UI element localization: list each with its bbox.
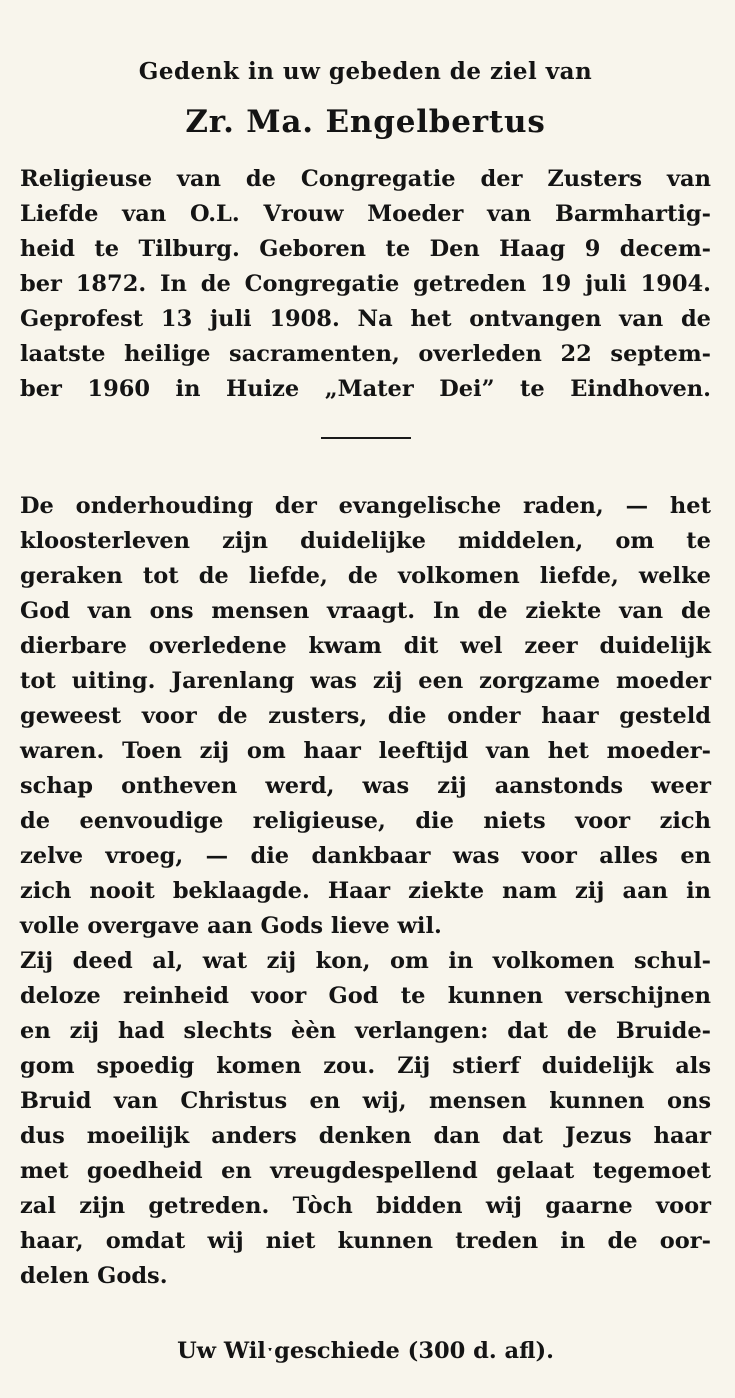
body-line: zich nooit beklaagde. Haar ziekte nam zij aan in <box>20 878 711 904</box>
body-line: Bruid van Christus en wij, mensen kunnen ons <box>20 1088 711 1114</box>
body-line: zelve vroeg, — die dankbaar was voor alles en <box>20 843 711 869</box>
body-line: geweest voor de zusters, die onder haar gesteld <box>20 703 711 729</box>
body-line: dierbare overledene kwam dit wel zeer duidelijk <box>20 633 711 659</box>
intro-text: Gedenk in uw gebeden de ziel van <box>138 58 593 85</box>
body-line: God van ons mensen vraagt. In de ziekte van de <box>20 598 711 624</box>
body-line: De onderhouding der evangelische raden, — het <box>20 493 711 519</box>
bio-line: Liefde van O.L. Vrouw Moeder van Barmhartig- <box>20 201 711 227</box>
body-line: delen Gods. <box>20 1263 168 1289</box>
deceased-name: Zr. Ma. Engelbertus <box>185 104 546 140</box>
body-line: tot uiting. Jarenlang was zij een zorgzame moeder <box>20 668 711 694</box>
body-line: schap ontheven werd, was zij aanstonds weer <box>20 773 711 799</box>
body-line: waren. Toen zij om haar leeftijd van het moeder- <box>20 738 711 764</box>
divider-rule <box>321 437 411 439</box>
body-line: haar, omdat wij niet kunnen treden in de oor- <box>20 1228 711 1254</box>
body-line: geraken tot de liefde, de volkomen liefde, welke <box>20 563 711 589</box>
body-line: zal zijn getreden. Tòch bidden wij gaarne voor <box>20 1193 711 1219</box>
bio-line: ber 1872. In de Congregatie getreden 19 juli 1904. <box>20 271 711 297</box>
body-line: dus moeilijk anders denken dan dat Jezus haar <box>20 1123 711 1149</box>
body-line: en zij had slechts èèn verlangen: dat de Bruide- <box>20 1018 711 1044</box>
bio-line: laatste heilige sacramenten, overleden 22 septem- <box>20 341 711 367</box>
bio-line: Geprofest 13 juli 1908. Na het ontvangen van de <box>20 306 711 332</box>
body-line: de eenvoudige religieuse, die niets voor zich <box>20 808 711 834</box>
body-line: kloosterleven zijn duidelijke middelen, om te <box>20 528 711 554</box>
bio-line: ber 1960 in Huize „Mater Dei” te Eindhoven. <box>20 376 711 402</box>
biography <box>20 162 711 407</box>
closing-prayer: Uw Wilˑgeschiede (300 d. afl). <box>177 1338 554 1364</box>
body-line: volle overgave aan Gods lieve wil. <box>20 913 442 939</box>
body-line: deloze reinheid voor God te kunnen verschijnen <box>20 983 711 1009</box>
body-line: Zij deed al, wat zij kon, om in volkomen schul- <box>20 948 711 974</box>
body-line: met goedheid en vreugdespellend gelaat tegemoet <box>20 1158 711 1184</box>
body-line: gom spoedig komen zou. Zij stierf duidelijk als <box>20 1053 711 1079</box>
bio-line: heid te Tilburg. Geboren te Den Haag 9 decem- <box>20 236 711 262</box>
body-text <box>20 489 711 1294</box>
bio-line: Religieuse van de Congregatie der Zusters van <box>20 166 711 192</box>
